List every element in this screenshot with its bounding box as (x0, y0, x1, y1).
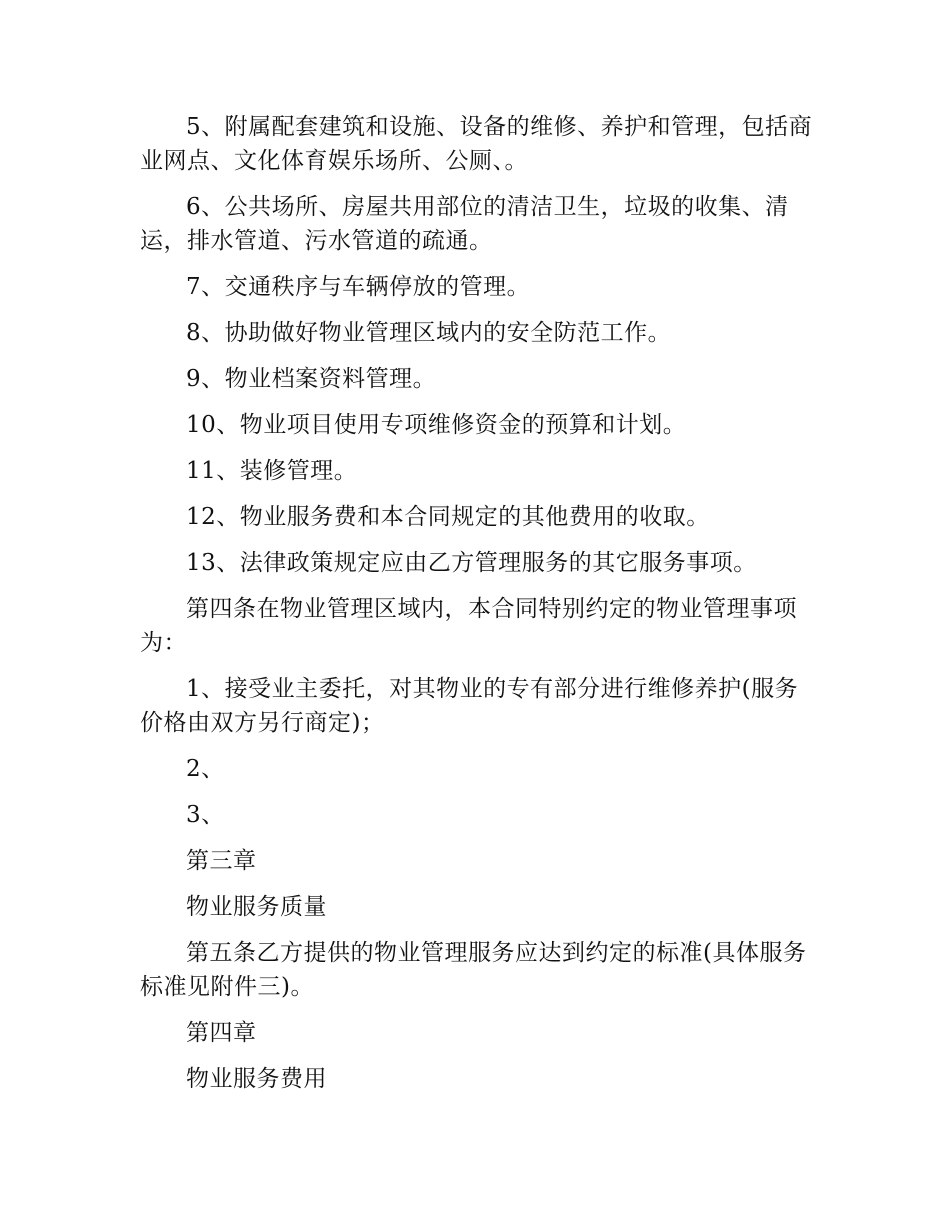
paragraph-item-13: 13、法律政策规定应由乙方管理服务的其它服务事项。 (186, 550, 757, 576)
chapter-four-heading: 第四章 (186, 1020, 257, 1046)
paragraph-item-6: 6、公共场所、房屋共用部位的清洁卫生，垃圾的收集、清运，排水管道、污水管道的疏通。 (140, 194, 789, 254)
paragraph-item-10: 10、物业项目使用专项维修资金的预算和计划。 (186, 412, 687, 438)
document-body (140, 110, 815, 1108)
paragraph-item-5: 5、附属配套建筑和设施、设备的维修、养护和管理，包括商业网点、文化体育娱乐场所、公厕、。 (140, 114, 813, 174)
chapter-three-title: 物业服务质量 (186, 894, 327, 920)
special-item-1: 1、接受业主委托，对其物业的专有部分进行维修养护(服务价格由双方另行商定)； (140, 676, 799, 736)
paragraph-item-12: 12、物业服务费和本合同规定的其他费用的收取。 (186, 504, 710, 530)
special-item-2: 2、 (186, 756, 225, 782)
article-five-text: 第五条乙方提供的物业管理服务应达到约定的标准(具体服务标准见附件三)。 (140, 940, 807, 1000)
paragraph-item-7: 7、交通秩序与车辆停放的管理。 (186, 274, 531, 300)
article-four-text: 第四条在物业管理区域内，本合同特别约定的物业管理事项为： (140, 596, 797, 656)
chapter-three-heading: 第三章 (186, 848, 257, 874)
paragraph-item-8: 8、协助做好物业管理区域内的安全防范工作。 (186, 320, 672, 346)
chapter-four-title: 物业服务费用 (186, 1066, 327, 1092)
special-item-3: 3、 (186, 802, 225, 828)
paragraph-item-11: 11、装修管理。 (186, 458, 358, 484)
paragraph-item-9: 9、物业档案资料管理。 (186, 366, 437, 392)
